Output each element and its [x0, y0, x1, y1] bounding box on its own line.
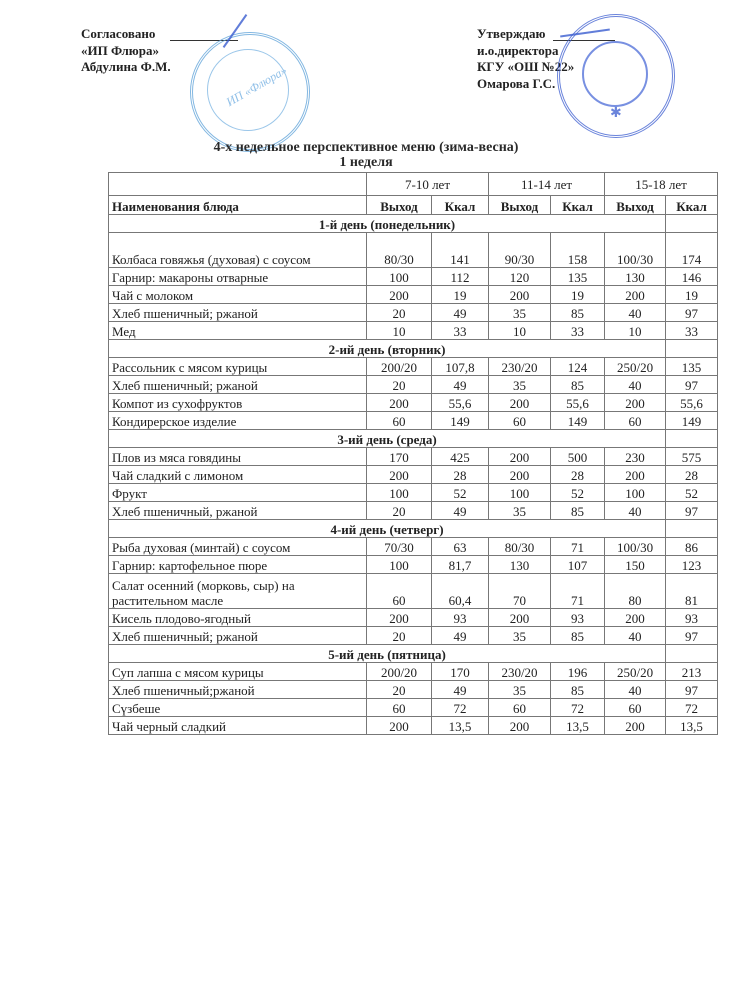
- dish-name: Гарнир: макароны отварные: [109, 268, 367, 286]
- kcal-7-10: 63: [432, 538, 489, 556]
- output-7-10: 200: [367, 394, 432, 412]
- kcal-11-14: 72: [551, 699, 605, 717]
- dish-name: Мед: [109, 322, 367, 340]
- output-7-10: 60: [367, 699, 432, 717]
- kcal-7-10: 19: [432, 286, 489, 304]
- output-11-14: 200: [489, 609, 551, 627]
- output-15-18: 250/20: [605, 663, 666, 681]
- dish-name: Фрукт: [109, 484, 367, 502]
- kcal-11-14: 55,6: [551, 394, 605, 412]
- day-section-header: [109, 215, 718, 233]
- kcal-7-10: 149: [432, 412, 489, 430]
- output-15-18: 40: [605, 627, 666, 645]
- blank-header-cell: [109, 173, 367, 196]
- kcal-15-18: 97: [666, 376, 718, 394]
- kcal-7-10: 13,5: [432, 717, 489, 735]
- output-15-18: 40: [605, 376, 666, 394]
- kcal-15-18: 97: [666, 627, 718, 645]
- week-label: 1 неделя: [339, 155, 393, 170]
- kcal-11-14: 107: [551, 556, 605, 574]
- kcal-7-10: 49: [432, 502, 489, 520]
- kcal-7-10: 425: [432, 448, 489, 466]
- kcal-15-18: 13,5: [666, 717, 718, 735]
- kcal-15-18: 52: [666, 484, 718, 502]
- column-header-row: [109, 196, 718, 215]
- kcal-15-18: 81: [666, 574, 718, 609]
- output-11-14: 60: [489, 412, 551, 430]
- output-11-14: 35: [489, 502, 551, 520]
- kcal-15-18: 97: [666, 304, 718, 322]
- output-header: Выход: [489, 196, 551, 215]
- page-title: 4-х недельное перспективное меню (зима-весна): [213, 140, 519, 155]
- output-15-18: 200: [605, 466, 666, 484]
- dish-name: Хлеб пшеничный; ржаной: [109, 627, 367, 645]
- stamp-left-text: ИП «Флюра»: [223, 63, 290, 110]
- output-11-14: 200: [489, 717, 551, 735]
- kcal-7-10: 55,6: [432, 394, 489, 412]
- dish-name: Чай сладкий с лимоном: [109, 466, 367, 484]
- output-7-10: 200: [367, 717, 432, 735]
- age-group-11-14: 11-14 лет: [489, 173, 605, 196]
- dish-name: Хлеб пшеничный;ржаной: [109, 681, 367, 699]
- dish-row: [109, 233, 718, 268]
- day-section-header: [109, 340, 718, 358]
- agreed-label: Согласовано: [81, 26, 156, 41]
- kcal-15-18: 213: [666, 663, 718, 681]
- agreed-org: «ИП Флюра»: [81, 42, 159, 58]
- day-label: 1-й день (понедельник): [109, 215, 666, 233]
- output-11-14: 35: [489, 627, 551, 645]
- output-15-18: 250/20: [605, 358, 666, 376]
- kcal-11-14: 500: [551, 448, 605, 466]
- output-7-10: 200: [367, 286, 432, 304]
- kcal-15-18: 28: [666, 466, 718, 484]
- output-7-10: 20: [367, 376, 432, 394]
- output-11-14: 200: [489, 394, 551, 412]
- kcal-15-18: 97: [666, 681, 718, 699]
- kcal-11-14: 124: [551, 358, 605, 376]
- dish-name: Компот из сухофруктов: [109, 394, 367, 412]
- dish-name: Салат осенний (морковь, сыр) на растительном масле: [109, 574, 367, 609]
- kcal-header: Ккал: [551, 196, 605, 215]
- dish-name: Рыба духовая (минтай) с соусом: [109, 538, 367, 556]
- output-11-14: 200: [489, 286, 551, 304]
- kcal-header: Ккал: [666, 196, 718, 215]
- kcal-15-18: 135: [666, 358, 718, 376]
- kcal-15-18: 19: [666, 286, 718, 304]
- output-15-18: 60: [605, 412, 666, 430]
- age-group-7-10: 7-10 лет: [367, 173, 489, 196]
- kcal-15-18: 575: [666, 448, 718, 466]
- kcal-7-10: 141: [432, 233, 489, 268]
- kcal-15-18: 93: [666, 609, 718, 627]
- kcal-15-18: 86: [666, 538, 718, 556]
- kcal-15-18: 174: [666, 233, 718, 268]
- output-15-18: 40: [605, 304, 666, 322]
- dish-name: Сүзбеше: [109, 699, 367, 717]
- output-11-14: 100: [489, 484, 551, 502]
- output-7-10: 200/20: [367, 663, 432, 681]
- output-11-14: 60: [489, 699, 551, 717]
- output-7-10: 70/30: [367, 538, 432, 556]
- dish-row: [109, 538, 718, 556]
- age-group-15-18: 15-18 лет: [605, 173, 718, 196]
- dish-row: [109, 627, 718, 645]
- output-15-18: 130: [605, 268, 666, 286]
- approval-block-left: [81, 26, 171, 76]
- output-15-18: 60: [605, 699, 666, 717]
- output-11-14: 35: [489, 304, 551, 322]
- dish-name: Кондирерское изделие: [109, 412, 367, 430]
- kcal-15-18: 146: [666, 268, 718, 286]
- dish-name: Хлеб пшеничный; ржаной: [109, 376, 367, 394]
- kcal-15-18: 123: [666, 556, 718, 574]
- day-label: 5-ий день (пятница): [109, 645, 666, 663]
- dish-name: Чай черный сладкий: [109, 717, 367, 735]
- output-7-10: 100: [367, 556, 432, 574]
- kcal-7-10: 93: [432, 609, 489, 627]
- day-section-header: [109, 520, 718, 538]
- kcal-11-14: 85: [551, 376, 605, 394]
- output-11-14: 200: [489, 448, 551, 466]
- dish-row: [109, 574, 718, 609]
- kcal-7-10: 112: [432, 268, 489, 286]
- menu-table: [108, 172, 718, 735]
- approve-org: КГУ «ОШ №22»: [477, 59, 575, 74]
- kcal-11-14: 135: [551, 268, 605, 286]
- kcal-7-10: 49: [432, 627, 489, 645]
- dish-row: [109, 609, 718, 627]
- output-15-18: 10: [605, 322, 666, 340]
- kcal-11-14: 85: [551, 304, 605, 322]
- stamp-right-icon: ✱: [557, 14, 675, 138]
- kcal-11-14: 71: [551, 574, 605, 609]
- kcal-15-18: 97: [666, 502, 718, 520]
- output-15-18: 100/30: [605, 538, 666, 556]
- kcal-header: Ккал: [432, 196, 489, 215]
- kcal-7-10: 72: [432, 699, 489, 717]
- dish-row: [109, 358, 718, 376]
- dish-name: Суп лапша с мясом курицы: [109, 663, 367, 681]
- dish-row: [109, 412, 718, 430]
- output-7-10: 200/20: [367, 358, 432, 376]
- approve-position: и.о.директора: [477, 42, 559, 58]
- kcal-7-10: 170: [432, 663, 489, 681]
- day-section-header: [109, 645, 718, 663]
- empty-cell: [666, 340, 718, 358]
- day-label: 2-ий день (вторник): [109, 340, 666, 358]
- output-7-10: 200: [367, 466, 432, 484]
- dish-row: [109, 304, 718, 322]
- dish-name: Хлеб пшеничный, ржаной: [109, 502, 367, 520]
- output-15-18: 200: [605, 717, 666, 735]
- empty-cell: [666, 645, 718, 663]
- output-11-14: 230/20: [489, 358, 551, 376]
- dish-row: [109, 394, 718, 412]
- dish-row: [109, 466, 718, 484]
- kcal-15-18: 33: [666, 322, 718, 340]
- dish-row: [109, 663, 718, 681]
- kcal-7-10: 81,7: [432, 556, 489, 574]
- dish-row: [109, 717, 718, 735]
- kcal-11-14: 85: [551, 502, 605, 520]
- dish-row: [109, 556, 718, 574]
- kcal-7-10: 52: [432, 484, 489, 502]
- kcal-11-14: 71: [551, 538, 605, 556]
- output-7-10: 20: [367, 304, 432, 322]
- kcal-11-14: 33: [551, 322, 605, 340]
- kcal-11-14: 93: [551, 609, 605, 627]
- kcal-7-10: 33: [432, 322, 489, 340]
- output-7-10: 60: [367, 412, 432, 430]
- empty-cell: [666, 520, 718, 538]
- kcal-11-14: 85: [551, 681, 605, 699]
- kcal-11-14: 52: [551, 484, 605, 502]
- kcal-7-10: 49: [432, 376, 489, 394]
- output-header: Выход: [605, 196, 666, 215]
- agreed-person: Абдулина Ф.М.: [81, 59, 171, 74]
- output-7-10: 10: [367, 322, 432, 340]
- output-15-18: 100: [605, 484, 666, 502]
- stamp-left-icon: [190, 32, 310, 152]
- kcal-15-18: 149: [666, 412, 718, 430]
- kcal-15-18: 72: [666, 699, 718, 717]
- kcal-11-14: 13,5: [551, 717, 605, 735]
- dish-name: Хлеб пшеничный; ржаной: [109, 304, 367, 322]
- output-11-14: 90/30: [489, 233, 551, 268]
- dish-name: Рассольник с мясом курицы: [109, 358, 367, 376]
- output-7-10: 20: [367, 627, 432, 645]
- output-11-14: 120: [489, 268, 551, 286]
- age-group-header-row: [109, 173, 718, 196]
- dish-name-header: Наименования блюда: [109, 196, 367, 215]
- kcal-11-14: 196: [551, 663, 605, 681]
- kcal-15-18: 55,6: [666, 394, 718, 412]
- output-15-18: 150: [605, 556, 666, 574]
- kcal-11-14: 28: [551, 466, 605, 484]
- output-7-10: 170: [367, 448, 432, 466]
- output-7-10: 200: [367, 609, 432, 627]
- output-7-10: 100: [367, 484, 432, 502]
- dish-name: Колбаса говяжья (духовая) с соусом: [109, 233, 367, 268]
- dish-row: [109, 681, 718, 699]
- output-15-18: 200: [605, 286, 666, 304]
- output-15-18: 200: [605, 609, 666, 627]
- output-11-14: 10: [489, 322, 551, 340]
- output-11-14: 130: [489, 556, 551, 574]
- kcal-11-14: 158: [551, 233, 605, 268]
- dish-row: [109, 268, 718, 286]
- dish-row: [109, 448, 718, 466]
- kcal-7-10: 60,4: [432, 574, 489, 609]
- dish-row: [109, 376, 718, 394]
- output-15-18: 80: [605, 574, 666, 609]
- dish-row: [109, 699, 718, 717]
- dish-name: Гарнир: картофельное пюре: [109, 556, 367, 574]
- day-section-header: [109, 430, 718, 448]
- approve-label: Утверждаю: [477, 26, 546, 41]
- output-15-18: 200: [605, 394, 666, 412]
- dish-row: [109, 484, 718, 502]
- kcal-7-10: 107,8: [432, 358, 489, 376]
- day-label: 4-ий день (четверг): [109, 520, 666, 538]
- kcal-7-10: 49: [432, 304, 489, 322]
- output-7-10: 20: [367, 681, 432, 699]
- output-7-10: 100: [367, 268, 432, 286]
- output-header: Выход: [367, 196, 432, 215]
- kcal-7-10: 28: [432, 466, 489, 484]
- dish-name: Кисель плодово-ягодный: [109, 609, 367, 627]
- output-7-10: 60: [367, 574, 432, 609]
- day-label: 3-ий день (среда): [109, 430, 666, 448]
- dish-row: [109, 322, 718, 340]
- kcal-7-10: 49: [432, 681, 489, 699]
- output-11-14: 35: [489, 681, 551, 699]
- output-11-14: 230/20: [489, 663, 551, 681]
- dish-row: [109, 286, 718, 304]
- kcal-11-14: 19: [551, 286, 605, 304]
- empty-cell: [666, 430, 718, 448]
- output-15-18: 40: [605, 681, 666, 699]
- dish-name: Чай с молоком: [109, 286, 367, 304]
- output-11-14: 70: [489, 574, 551, 609]
- output-11-14: 80/30: [489, 538, 551, 556]
- output-15-18: 230: [605, 448, 666, 466]
- output-7-10: 20: [367, 502, 432, 520]
- empty-cell: [666, 215, 718, 233]
- output-7-10: 80/30: [367, 233, 432, 268]
- dish-name: Плов из мяса говядины: [109, 448, 367, 466]
- dish-row: [109, 502, 718, 520]
- approve-person: Омарова Г.С.: [477, 75, 556, 91]
- output-11-14: 35: [489, 376, 551, 394]
- kcal-11-14: 149: [551, 412, 605, 430]
- kcal-11-14: 85: [551, 627, 605, 645]
- output-15-18: 40: [605, 502, 666, 520]
- output-15-18: 100/30: [605, 233, 666, 268]
- output-11-14: 200: [489, 466, 551, 484]
